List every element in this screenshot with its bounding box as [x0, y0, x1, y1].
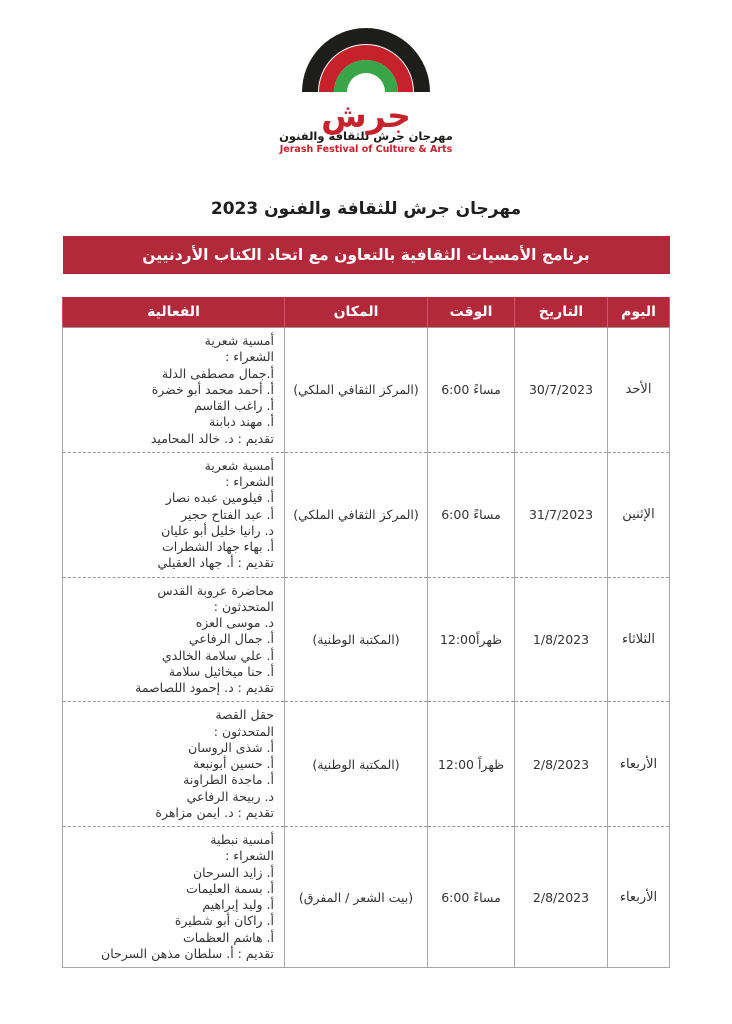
event-line: تقديم : د. خالد المحاميد [150, 430, 274, 446]
header-event: الفعالية [63, 297, 285, 328]
event-line: محاضرة عروبة القدس [157, 582, 274, 598]
event-line: أ.جمال مصطفى الدلة [161, 365, 274, 381]
table-row [63, 452, 670, 577]
event-line: د. موسى العزه [195, 615, 274, 630]
event-line: تقديم : د. ايمن مزاهرة [155, 804, 274, 820]
date-cell: 30/7/2023 [515, 328, 608, 453]
event-line: أ. بسمة العليمات [186, 880, 274, 896]
day-cell: الأحد [608, 328, 670, 453]
event-line: أمسية شعرية [204, 457, 274, 473]
event-line: الشعراء : [225, 474, 274, 489]
day-cell: الأربعاء [608, 827, 670, 968]
header-day: اليوم [608, 297, 670, 328]
table-row [63, 577, 670, 702]
event-line: أ. مهند دبابنة [209, 414, 274, 430]
time-cell: 12:00 ظهراً [428, 702, 515, 827]
event-line: أ. راغب القاسم [194, 398, 274, 413]
event-line: أ. بهاء جهاد الشطرات [162, 539, 274, 554]
event-line: أ. حنا ميخائيل سلامة [168, 663, 274, 679]
table-row [63, 827, 670, 968]
header-date: التاريخ [515, 297, 608, 328]
event-cell [63, 452, 285, 577]
date-cell: 1/8/2023 [515, 577, 608, 702]
event-cell [63, 328, 285, 453]
date-cell: 2/8/2023 [515, 827, 608, 968]
event-line: أ. فيلومين عبده نصار [165, 490, 274, 506]
jerash-calligraphy-icon: جرش [321, 96, 411, 135]
event-line: أ. شذى الروسان [188, 739, 274, 755]
event-line: د. رانيا خليل أبو عليان [161, 522, 274, 538]
logo-arabic-name: مهرجان جرش للثقافة والفنون [279, 129, 453, 143]
time-cell: 6:00 مساءً [428, 827, 515, 968]
header-time: الوقت [428, 297, 515, 328]
time-cell: 6:00 مساءً [428, 452, 515, 577]
event-line: الشعراء : [225, 349, 274, 365]
schedule-table [62, 297, 670, 968]
event-cell [63, 827, 285, 968]
event-line: أ. ماجدة الطراونة [183, 772, 274, 788]
festival-logo [256, 24, 476, 155]
event-line: تقديم : أ. جهاد العقيلي [157, 555, 274, 571]
day-cell: الأربعاء [608, 702, 670, 827]
event-line: أ. أحمد محمد أبو خضرة [151, 381, 274, 397]
logo-english-name: Jerash Festival of Culture & Arts [279, 144, 453, 155]
event-line: المتحدثون : [213, 598, 274, 614]
place-cell: (المركز الثقافي الملكي) [285, 452, 428, 577]
event-line: أ. جمال الرفاعي [188, 631, 274, 647]
event-line: أمسية نبطية [210, 832, 274, 847]
place-cell: (المركز الثقافي الملكي) [285, 328, 428, 453]
event-line: أ. وليد إبراهيم [202, 897, 274, 912]
event-line: أ. عبد الفتاح حجير [181, 506, 274, 522]
header-row [63, 297, 670, 328]
time-cell: 12:00ظهراً [428, 577, 515, 702]
header-place: المكان [285, 297, 428, 328]
event-cell [63, 577, 285, 702]
event-line: المتحدثون : [213, 723, 274, 739]
day-cell: الثلاثاء [608, 577, 670, 702]
event-line: أ. راكان أبو شطيرة [174, 913, 274, 929]
event-cell [63, 702, 285, 827]
event-line: الشعراء : [225, 848, 274, 864]
table-row [63, 702, 670, 827]
date-cell: 31/7/2023 [515, 452, 608, 577]
event-line: أ. علي سلامة الخالدي [161, 647, 274, 663]
schedule-body [63, 328, 670, 968]
rainbow-arcs [256, 24, 476, 135]
time-cell: 6:00 مساءً [428, 328, 515, 453]
event-line: أ. زايد السرحان [193, 864, 274, 880]
day-cell: الإثنين [608, 452, 670, 577]
program-banner: برنامج الأمسيات الثقافية بالتعاون مع اتحاد الكتاب الأردنيين [63, 236, 670, 274]
event-line: تقديم : د. إحمود اللصاصمة [135, 680, 274, 695]
place-cell: (المكتبة الوطنية) [285, 702, 428, 827]
event-line: تقديم : أ. سلطان مذهن السرحان [101, 945, 274, 961]
place-cell: (بيت الشعر / المفرق) [285, 827, 428, 968]
date-cell: 2/8/2023 [515, 702, 608, 827]
event-line: حقل القصة [215, 707, 274, 723]
schedule-header [63, 297, 670, 328]
event-line: أ. حسين أبونبعة [193, 756, 274, 771]
page-title: مهرجان جرش للثقافة والفنون 2023 [210, 199, 522, 219]
place-cell: (المكتبة الوطنية) [285, 577, 428, 702]
event-line: أ. هاشم العظمات [183, 929, 274, 945]
event-line: د. ربيحة الرفاعي [186, 788, 274, 804]
table-row [63, 328, 670, 453]
event-line: أمسية شعرية [204, 333, 274, 348]
